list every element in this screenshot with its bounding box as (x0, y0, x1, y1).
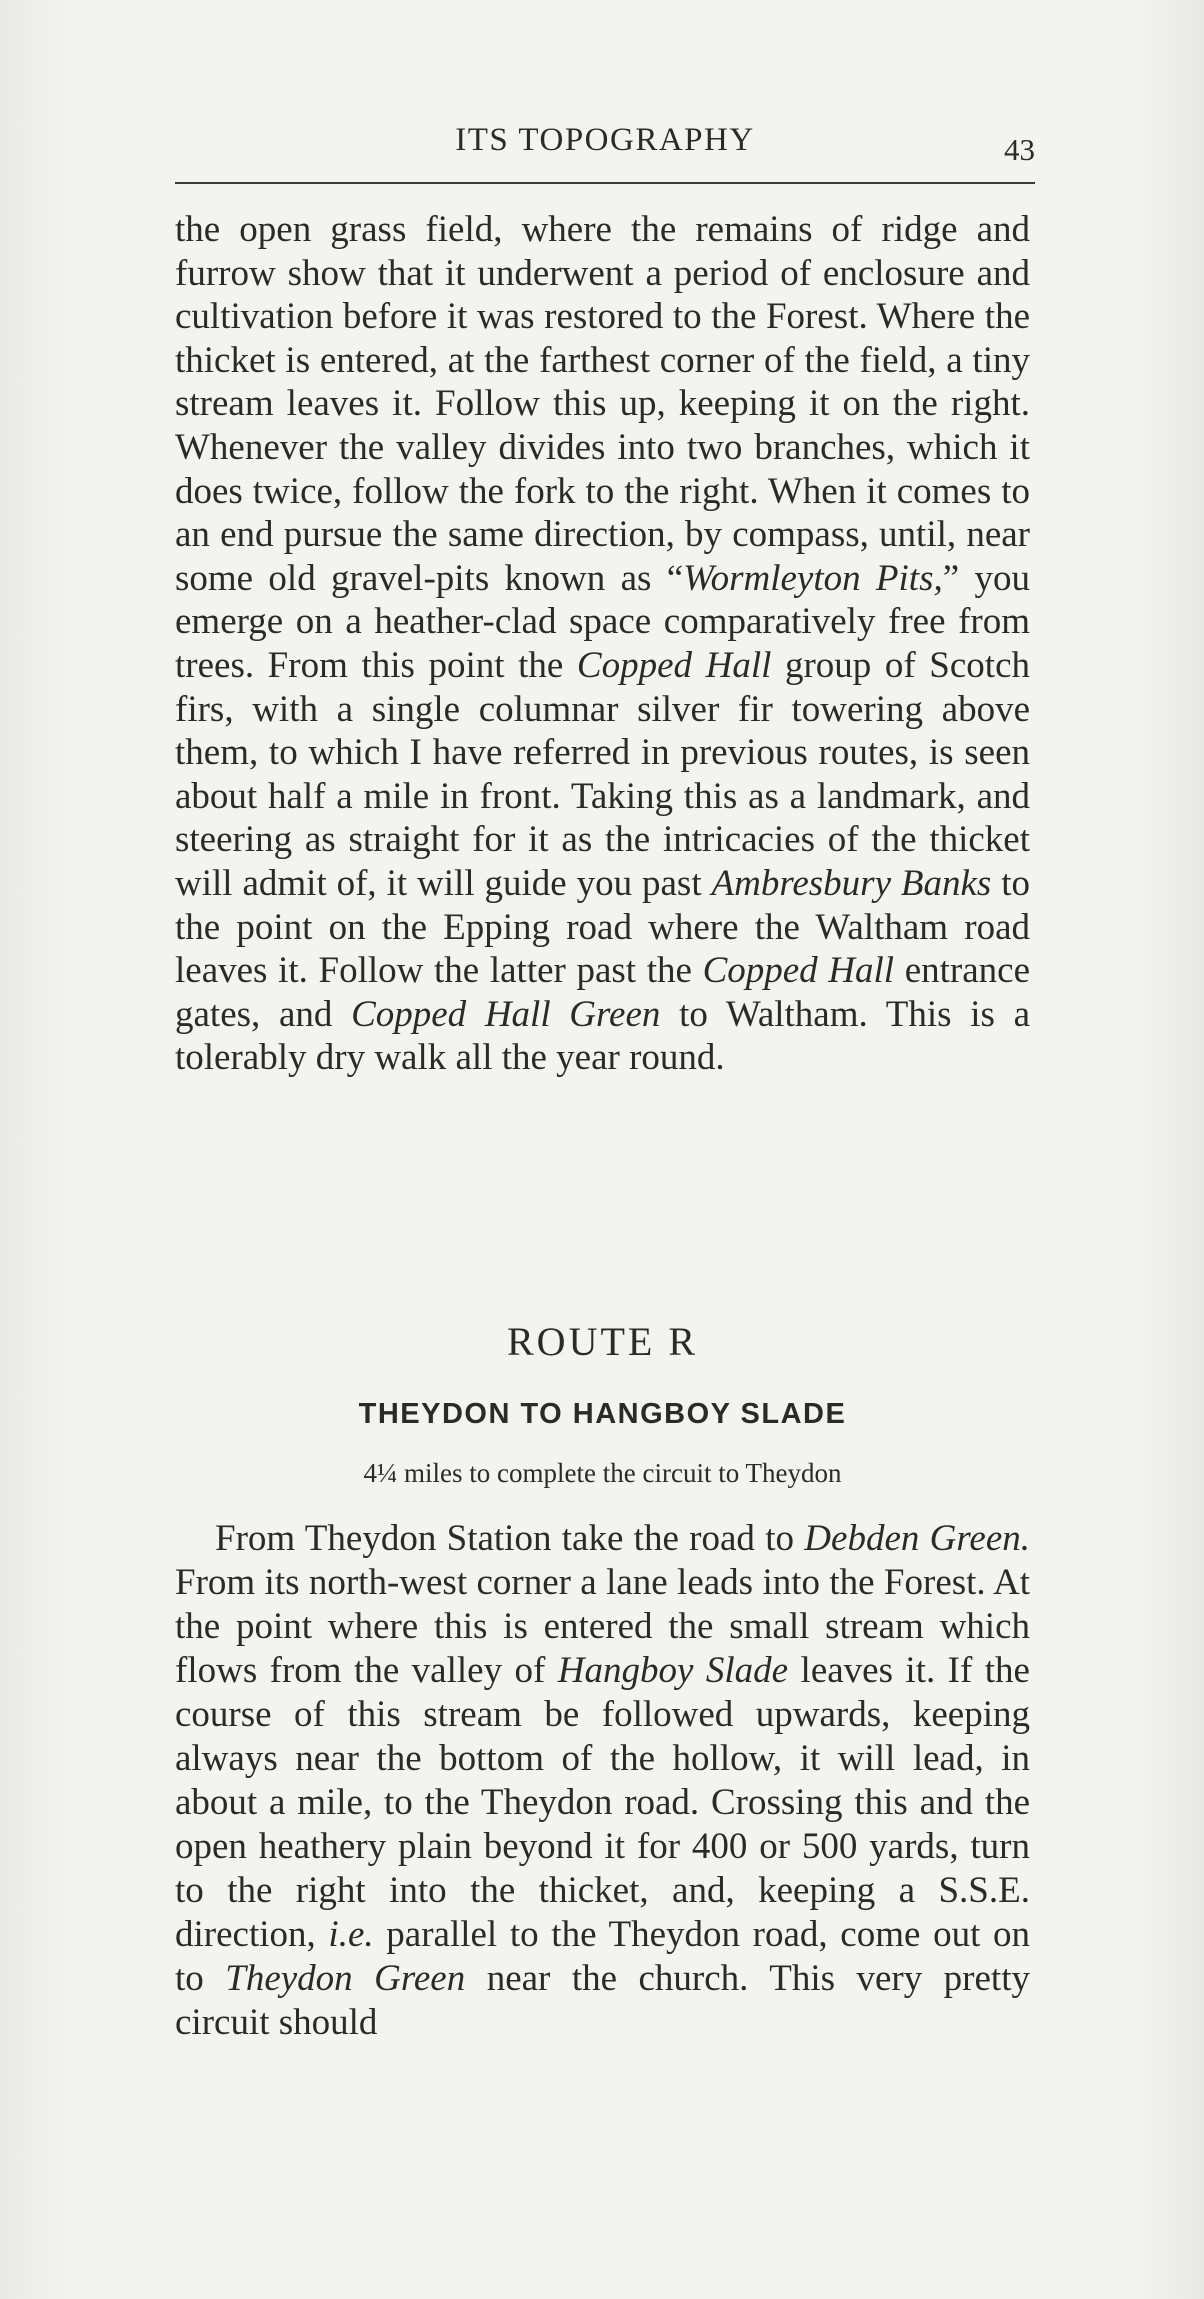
text-run: From Theydon Station take the road to (215, 1518, 805, 1559)
text-run: leaves it. If the course of this stream be followed upwards, keeping always near the bottom of the hollow, it will lead, in about a mile, to the Theydon road. Crossing this and the open heathery plain beyond it for 400 or 500 yards, turn to the right into the thicket, and, keeping a S.S.E. direction, (175, 1650, 1030, 1955)
italic-place-name: Copped Hall (576, 644, 772, 686)
italic-place-name: Copped Hall (702, 950, 895, 992)
italic-place-name: Hangboy Slade (557, 1650, 789, 1691)
body-paragraph-2 (175, 1517, 1030, 2045)
page-number: 43 (1004, 132, 1035, 167)
paragraph-text (175, 1517, 1030, 2045)
text-run: to the point on the Epping road where the Waltham road leaves it. Follow the latter past the (175, 862, 1030, 992)
text-run: group of Scotch firs, with a single columnar silver fir towering above them, to which I have referred in previous routes, is seen about half a mile in front. Taking this as a landmark, and steering as straight for it as the intricacies of the thicket will admit of, it will guide you past (175, 644, 1030, 904)
route-distance: 4¼ miles to complete the circuit to Theydon (363, 1458, 842, 1488)
italic-place-name: Wormleyton Pits, (683, 557, 943, 599)
header-rule (175, 182, 1035, 184)
italic-place-name: Copped Hall Green (351, 993, 661, 1035)
text-run: From its north-west corner a lane leads into the Forest. At the point where this is entered the small stream which flows from the valley of (175, 1562, 1030, 1691)
italic-abbreviation: i.e. (328, 1914, 374, 1955)
text-run: entrance gates, and (175, 950, 1031, 1035)
italic-place-name: Ambresbury Banks (711, 862, 992, 904)
text-run: to Waltham. This is a tolerably dry walk all the year round. (175, 993, 1030, 1079)
route-title: ROUTE R (507, 1319, 698, 1364)
text-run: ” you emerge on a heather-clad space comparatively free from trees. From this point the (175, 557, 1030, 686)
body-paragraph-1 (175, 208, 1030, 1080)
route-subtitle: THEYDON TO HANGBOY SLADE (358, 1398, 847, 1430)
running-head (175, 118, 1035, 188)
italic-place-name: Debden Green. (804, 1518, 1030, 1559)
text-run: near the church. This very pretty circuit should (175, 1958, 1030, 2043)
running-title: ITS TOPOGRAPHY (455, 122, 755, 158)
text-run: the open grass field, where the remains of ridge and furrow show that it underwent a period of enclosure and cultivation before it was restored to the Forest. Where the thicket is entered, at the farthest corner of the field, a tiny stream leaves it. Follow this up, keeping it on the right. Whenever the valley divides into two branches, which it does twice, follow the fork to the right. When it comes to an end pursue the same direction, by compass, until, near some old gravel-pits known as “ (175, 209, 1030, 599)
paragraph-text (175, 208, 1030, 1080)
italic-place-name: Theydon Green (225, 1958, 466, 1999)
text-run: parallel to the Theydon road, come out on to (175, 1914, 1030, 1999)
